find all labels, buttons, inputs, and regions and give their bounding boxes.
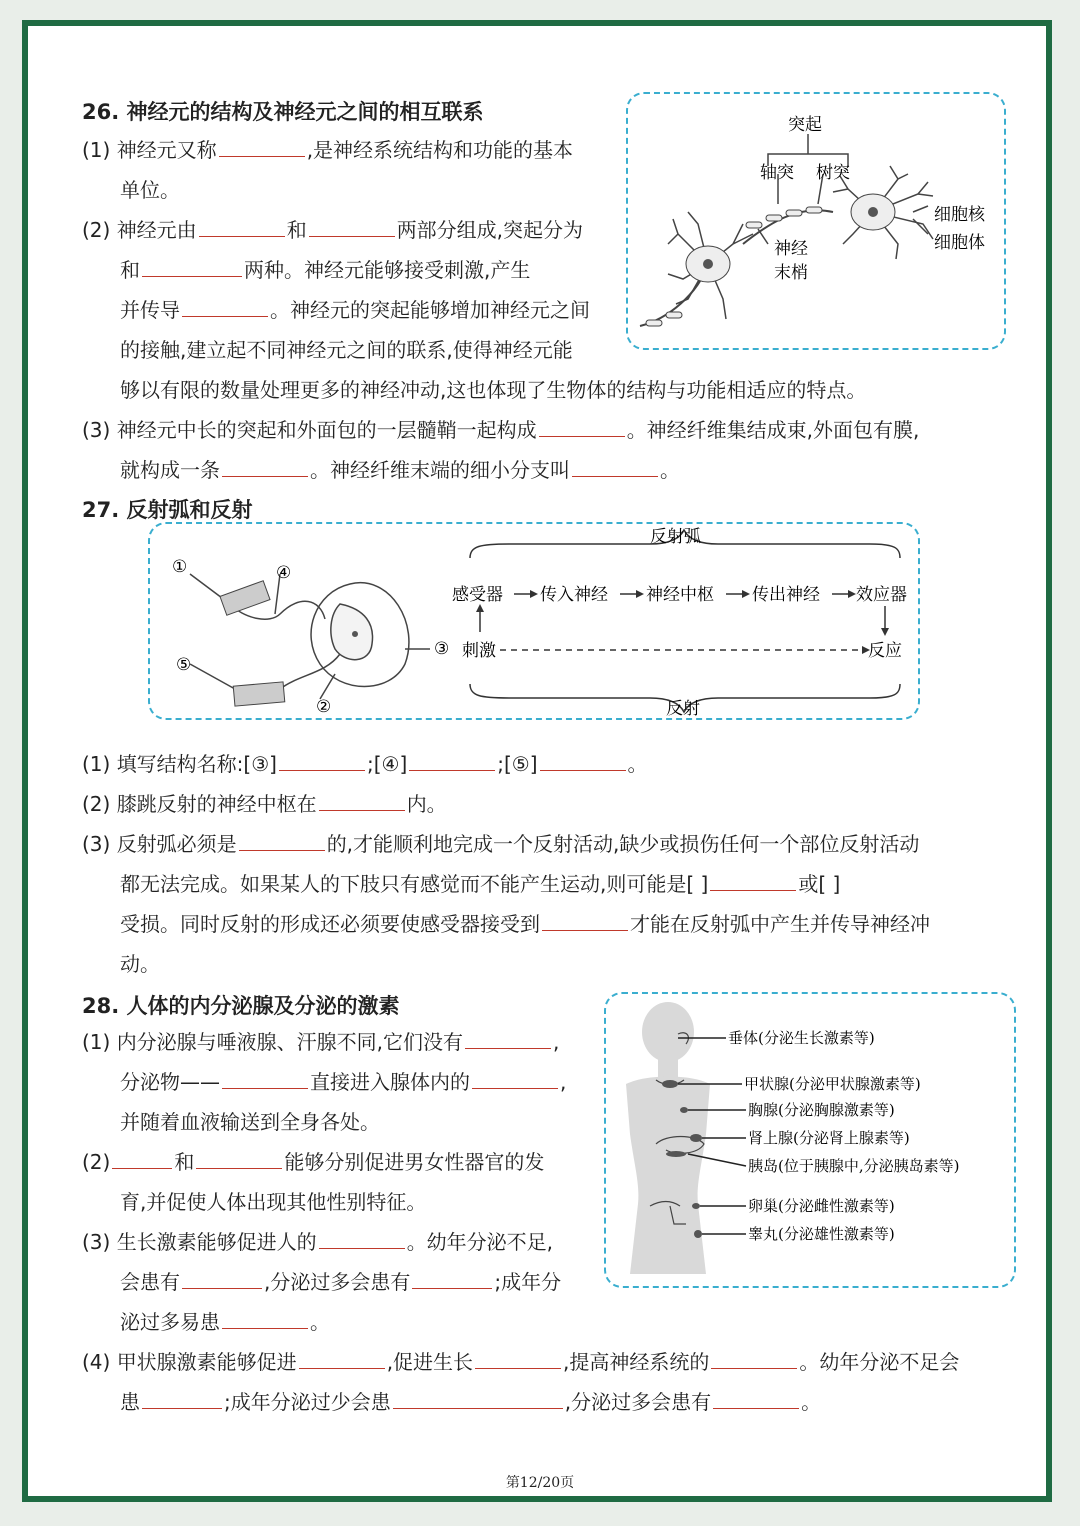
s26-q1-line2: 单位。 [120, 178, 180, 202]
label-n1: ① [172, 557, 188, 577]
s28-q4-line2: 患 ;成年分泌过少会患 ,分泌过多会患有 。 [120, 1382, 821, 1422]
section-28-title: 28. 人体的内分泌腺及分泌的激素 [82, 994, 400, 1018]
s27-q2: (2) 膝跳反射的神经中枢在 内。 [82, 784, 447, 824]
label-mo2: 末梢 [774, 263, 808, 283]
label-tuqi: 突起 [788, 115, 822, 135]
label-shutu: 树突 [816, 163, 850, 183]
flow-r5: 效应器 [856, 585, 907, 605]
s27-q3-line4: 动。 [120, 952, 160, 976]
neuron-diagram [628, 94, 1004, 348]
page-number: 第12/20页 [505, 1475, 575, 1491]
s28-q2-line1: (2) 和 能够分别促进男女性器官的发 [82, 1142, 544, 1182]
blank[interactable] [319, 1224, 405, 1249]
blank[interactable] [539, 412, 625, 437]
blank[interactable] [142, 1384, 222, 1409]
s28-q1-line3: 并随着血液输送到全身各处。 [120, 1110, 380, 1134]
reflex-figure [148, 522, 920, 720]
blank[interactable] [710, 866, 796, 891]
flow-r1: 感受器 [452, 585, 503, 605]
gland-adrenal: 肾上腺(分泌肾上腺素等) [748, 1129, 910, 1147]
blank[interactable] [196, 1144, 282, 1169]
blank[interactable] [182, 1264, 262, 1289]
blank[interactable] [239, 826, 325, 851]
label-n3: ③ [434, 639, 450, 659]
label-xibaohe: 细胞核 [934, 205, 985, 225]
s27-q3-line2: 都无法完成。如果某人的下肢只有感觉而不能产生运动,则可能是[ ] 或[ ] [120, 864, 840, 904]
label-n5: ⑤ [176, 655, 192, 675]
s26-q2-line4: 的接触,建立起不同神经元之间的联系,使得神经元能 [120, 338, 573, 362]
label-zhoutu: 轴突 [760, 163, 794, 183]
endocrine-figure [604, 992, 1016, 1288]
blank[interactable] [222, 452, 308, 477]
blank[interactable] [222, 1064, 308, 1089]
blank[interactable] [319, 786, 405, 811]
blank[interactable] [309, 212, 395, 237]
s28-q4-line1: (4) 甲状腺激素能够促进 ,促进生长 ,提高神经系统的 。幼年分泌不足会 [82, 1342, 959, 1382]
gland-ovary: 卵巢(分泌雌性激素等) [748, 1197, 895, 1215]
blank[interactable] [219, 132, 305, 157]
blank[interactable] [475, 1344, 561, 1369]
flow-r3: 神经中枢 [646, 585, 714, 605]
s28-q3-line3: 泌过多易患 。 [120, 1302, 330, 1342]
label-arc: 反射弧 [650, 527, 701, 547]
blank[interactable] [465, 1024, 551, 1049]
blank[interactable] [713, 1384, 799, 1409]
blank[interactable] [393, 1384, 563, 1409]
flow-resp: 反应 [868, 641, 902, 661]
endocrine-diagram [606, 994, 1014, 1286]
s26-q3-line2: 就构成一条 。神经纤维末端的细小分支叫 。 [120, 450, 680, 490]
s27-q1: (1) 填写结构名称:[③] ;[④] ;[⑤] 。 [82, 744, 648, 784]
blank[interactable] [299, 1344, 385, 1369]
blank[interactable] [182, 292, 268, 317]
s26-q2-line3: 并传导 。神经元的突起能够增加神经元之间 [120, 290, 590, 330]
section-26-title: 26. 神经元的结构及神经元之间的相互联系 [82, 100, 484, 124]
flow-r4: 传出神经 [752, 585, 820, 605]
s28-q2-line2: 育,并促使人体出现其他性别特征。 [120, 1190, 427, 1214]
blank[interactable] [409, 746, 495, 771]
gland-thyroid: 甲状腺(分泌甲状腺激素等) [744, 1075, 921, 1093]
blank[interactable] [142, 252, 242, 277]
blank[interactable] [112, 1144, 172, 1169]
blank[interactable] [222, 1304, 308, 1329]
s28-q1-line1: (1) 内分泌腺与唾液腺、汗腺不同,它们没有 , [82, 1022, 559, 1062]
s26-q2-line5: 够以有限的数量处理更多的神经冲动,这也体现了生物体的结构与功能相适应的特点。 [120, 378, 867, 402]
blank[interactable] [711, 1344, 797, 1369]
blank[interactable] [572, 452, 658, 477]
s26-q1-line1: (1) 神经元又称 ,是神经系统结构和功能的基本 [82, 130, 573, 170]
blank[interactable] [542, 906, 628, 931]
label-mo1: 神经 [774, 239, 808, 259]
label-n4: ④ [276, 563, 292, 583]
s26-q3-line1: (3) 神经元中长的突起和外面包的一层髓鞘一起构成 。神经纤维集结成束,外面包有膜, [82, 410, 919, 450]
neuron-figure [626, 92, 1006, 350]
gland-islets: 胰岛(位于胰腺中,分泌胰岛素等) [748, 1157, 960, 1175]
flow-stim: 刺激 [462, 641, 496, 661]
flow-r2: 传入神经 [540, 585, 608, 605]
section-27-title: 27. 反射弧和反射 [82, 498, 253, 522]
gland-thymus: 胸腺(分泌胸腺激素等) [748, 1101, 895, 1119]
label-reflex: 反射 [666, 699, 700, 718]
gland-testis: 睾丸(分泌雄性激素等) [748, 1225, 895, 1243]
blank[interactable] [412, 1264, 492, 1289]
blank[interactable] [279, 746, 365, 771]
s27-q3-line1: (3) 反射弧必须是 的,才能顺利地完成一个反射活动,缺少或损伤任何一个部位反射活动 [82, 824, 919, 864]
s27-q3-line3: 受损。同时反射的形成还必须要使感受器接受到 才能在反射弧中产生并传导神经冲 [120, 904, 930, 944]
s26-q2-line2: 和 两种。神经元能够接受刺激,产生 [120, 250, 530, 290]
blank[interactable] [540, 746, 626, 771]
s26-q2-line1: (2) 神经元由 和 两部分组成,突起分为 [82, 210, 583, 250]
gland-pituitary: 垂体(分泌生长激素等) [728, 1029, 875, 1047]
label-xibaoti: 细胞体 [934, 233, 985, 253]
blank[interactable] [199, 212, 285, 237]
s28-q3-line2: 会患有 ,分泌过多会患有 ;成年分 [120, 1262, 561, 1302]
s28-q1-line2: 分泌物—— 直接进入腺体内的 , [120, 1062, 566, 1102]
reflex-diagram [150, 524, 918, 718]
s28-q3-line1: (3) 生长激素能够促进人的 。幼年分泌不足, [82, 1222, 553, 1262]
label-n2: ② [316, 697, 332, 717]
blank[interactable] [472, 1064, 558, 1089]
